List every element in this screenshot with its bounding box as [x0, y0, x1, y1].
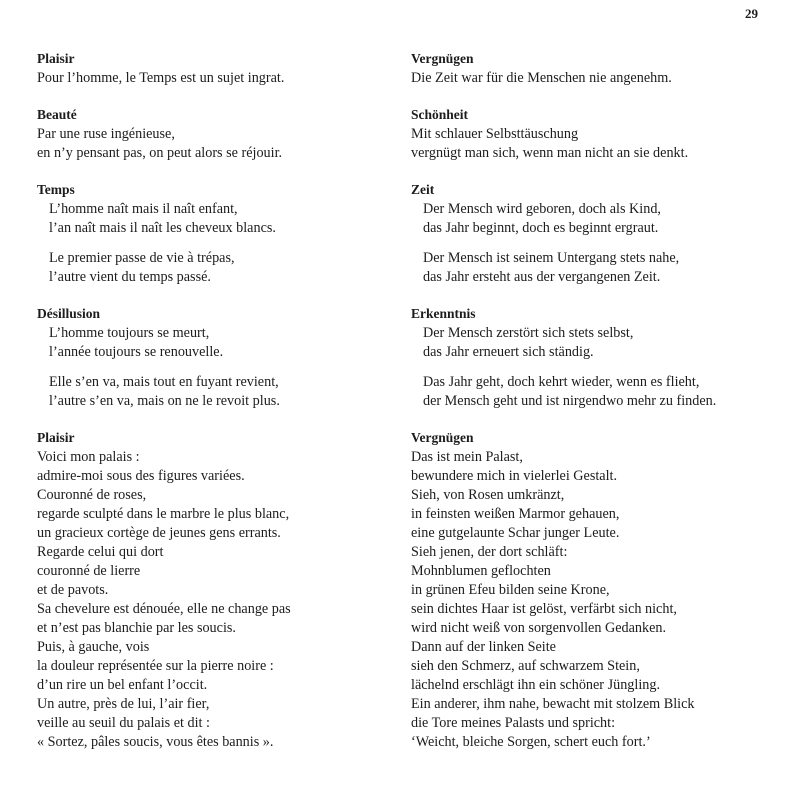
speaker-name: Zeit	[411, 182, 435, 197]
german-section	[411, 306, 786, 411]
stanza	[411, 448, 786, 752]
speaker-name: Désillusion	[37, 306, 101, 321]
verse-line: Der Mensch wird geboren, doch als Kind,	[423, 201, 661, 217]
verse-line: in feinsten weißen Marmor gehauen,	[411, 506, 620, 522]
verse-line: L’homme naît mais il naît enfant,	[49, 201, 238, 217]
verse-line: en n’y pensant pas, on peut alors se réjouir.	[37, 145, 283, 161]
verse-line: die Tore meines Palasts und spricht:	[411, 715, 616, 731]
verse-line: eine gutgelaunte Schar junger Leute.	[411, 525, 620, 541]
verse-line: Mit schlauer Selbsttäuschung	[411, 126, 579, 142]
speaker-name: Vergnügen	[411, 51, 474, 66]
speaker-name: Erkenntnis	[411, 306, 476, 321]
verse-line: Par une ruse ingénieuse,	[37, 126, 175, 142]
verse-line: veille au seuil du palais et dit :	[37, 715, 210, 731]
german-section	[411, 51, 786, 88]
verse-line: das Jahr beginnt, doch es beginnt ergraut.	[423, 220, 659, 236]
stanza	[411, 69, 786, 88]
verse-line: sieh den Schmerz, auf schwarzem Stein,	[411, 658, 640, 674]
french-column	[37, 51, 387, 752]
speaker-name: Schönheit	[411, 107, 469, 122]
verse-line: Un autre, près de lui, l’air fier,	[37, 696, 210, 712]
stanza	[37, 125, 387, 163]
verse-line: Pour l’homme, le Temps est un sujet ingrat.	[37, 70, 285, 86]
stanza	[411, 125, 786, 163]
verse-line: der Mensch geht und ist nirgendwo mehr zu finden.	[423, 393, 717, 409]
verse-line: L’homme toujours se meurt,	[49, 325, 210, 341]
stanza	[37, 200, 387, 238]
speaker-name: Plaisir	[37, 51, 75, 66]
verse-line: wird nicht weiß von sorgenvollen Gedanken.	[411, 620, 667, 636]
verse-line: lächelnd erschlägt ihn ein schöner Jüngling.	[411, 677, 661, 693]
verse-line: Sa chevelure est dénouée, elle ne change pas	[37, 601, 291, 617]
verse-line: l’an naît mais il naît les cheveux blancs.	[49, 220, 276, 236]
verse-line: Das Jahr geht, doch kehrt wieder, wenn es flieht,	[423, 374, 700, 390]
verse-line: un gracieux cortège de jeunes gens errants.	[37, 525, 281, 541]
stanza	[37, 69, 387, 88]
speaker-name: Plaisir	[37, 430, 75, 445]
verse-line: vergnügt man sich, wenn man nicht an sie denkt.	[411, 145, 689, 161]
stanza	[37, 324, 387, 362]
verse-line: Couronné de roses,	[37, 487, 147, 503]
verse-line: das Jahr ersteht aus der vergangenen Zeit.	[423, 269, 661, 285]
stanza	[411, 324, 786, 362]
verse-line: Der Mensch ist seinem Untergang stets nahe,	[423, 250, 680, 266]
stanza	[37, 448, 387, 752]
verse-line: l’autre s’en va, mais on ne le revoit plus.	[49, 393, 280, 409]
verse-line: ‘Weicht, bleiche Sorgen, schert euch fort.’	[411, 734, 651, 750]
verse-line: et de pavots.	[37, 582, 109, 598]
german-column	[411, 51, 786, 752]
german-section	[411, 107, 786, 163]
verse-line: Le premier passe de vie à trépas,	[49, 250, 235, 266]
stanza	[411, 373, 786, 411]
french-section	[37, 430, 387, 752]
verse-line: Sieh, von Rosen umkränzt,	[411, 487, 565, 503]
verse-line: admire-moi sous des figures variées.	[37, 468, 245, 484]
verse-line: Ein anderer, ihm nahe, bewacht mit stolzem Blick	[411, 696, 695, 712]
verse-line: Das ist mein Palast,	[411, 449, 523, 465]
french-section	[37, 306, 387, 411]
speaker-name: Beauté	[37, 107, 77, 122]
verse-line: et n’est pas blanchie par les soucis.	[37, 620, 236, 636]
verse-line: Mohnblumen geflochten	[411, 563, 551, 579]
stanza	[411, 200, 786, 238]
verse-line: regarde sculpté dans le marbre le plus blanc,	[37, 506, 290, 522]
verse-line: Elle s’en va, mais tout en fuyant revient,	[49, 374, 279, 390]
verse-line: sein dichtes Haar ist gelöst, verfärbt sich nicht,	[411, 601, 677, 617]
french-section	[37, 107, 387, 163]
verse-line: Regarde celui qui dort	[37, 544, 164, 560]
verse-line: das Jahr erneuert sich ständig.	[423, 344, 594, 360]
german-section	[411, 430, 786, 752]
stanza	[37, 373, 387, 411]
stanza	[37, 249, 387, 287]
verse-line: l’année toujours se renouvelle.	[49, 344, 224, 360]
french-section	[37, 182, 387, 287]
speaker-name: Vergnügen	[411, 430, 474, 445]
french-section	[37, 51, 387, 88]
verse-line: Der Mensch zerstört sich stets selbst,	[423, 325, 634, 341]
verse-line: Puis, à gauche, vois	[37, 639, 150, 655]
german-section	[411, 182, 786, 287]
verse-line: in grünen Efeu bilden seine Krone,	[411, 582, 610, 598]
verse-line: « Sortez, pâles soucis, vous êtes bannis ».	[37, 734, 274, 750]
speaker-name: Temps	[37, 182, 75, 197]
verse-line: l’autre vient du temps passé.	[49, 269, 211, 285]
verse-line: couronné de lierre	[37, 563, 141, 579]
verse-line: Sieh jenen, der dort schläft:	[411, 544, 568, 560]
verse-line: d’un rire un bel enfant l’occit.	[37, 677, 208, 693]
stanza	[411, 249, 786, 287]
verse-line: Voici mon palais :	[37, 449, 140, 465]
verse-line: la douleur représentée sur la pierre noire :	[37, 658, 274, 674]
verse-line: Dann auf der linken Seite	[411, 639, 556, 655]
page-number: 29	[745, 6, 758, 21]
verse-line: Die Zeit war für die Menschen nie angenehm.	[411, 70, 672, 86]
verse-line: bewundere mich in vielerlei Gestalt.	[411, 468, 618, 484]
